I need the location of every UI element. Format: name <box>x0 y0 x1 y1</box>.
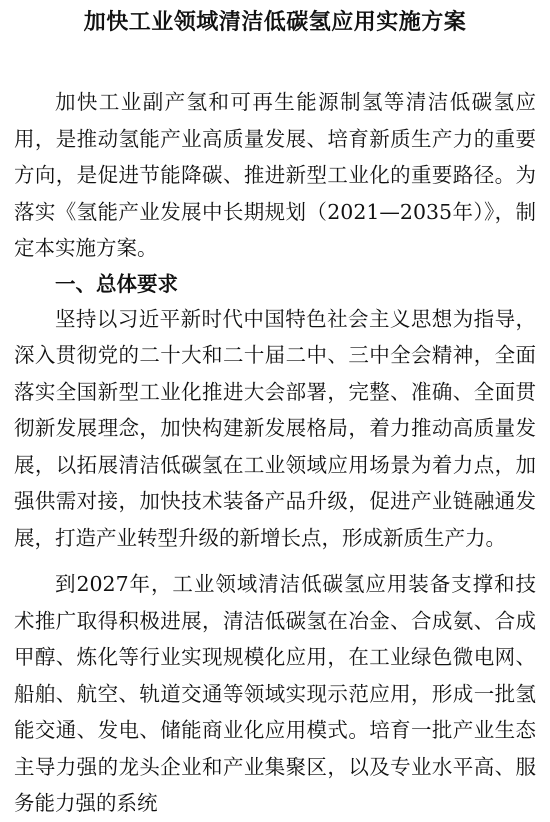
section1-paragraph-guiding: 坚持以习近平新时代中国特色社会主义思想为指导，深入贯彻党的二十大和二十届二中、三中全会精神，全面落实全国新型工业化推进大会部署，完整、准确、全面贯彻新发展理念，加快构建新发展格局，着力推动高质量发展，以拓展清洁低碳氢在工业领域应用场景为着力点，加强供需对接，加快技术装备产品升级，促进产业链融通发展，打造产业转型升级的新增长点，形成新质生产力。 <box>14 306 536 550</box>
intro-paragraph: 加快工业副产氢和可再生能源制氢等清洁低碳氢应用，是推动氢能产业高质量发展、培育新质生产力的重要方向，是促进节能降碳、推进新型工业化的重要路径。为落实《氢能产业发展中长期规划（2021—2035年）》，制定本实施方案。 <box>14 90 536 260</box>
section1-paragraph-targets: 到2027年，工业领域清洁低碳氢应用装备支撑和技术推广取得积极进展，清洁低碳氢在冶金、合成氨、合成甲醇、炼化等行业实现规模化应用，在工业绿色微电网、船舶、航空、轨道交通等领域实现示范应用，形成一批氢能交通、发电、储能商业化应用模式。培育一批产业生态主导力强的龙头企业和产业集聚区，以及专业水平高、服务能力强的系统 <box>14 572 536 815</box>
spacer <box>14 556 536 566</box>
section-heading-general-requirements: 一、总体要求 <box>55 271 178 296</box>
document-title: 加快工业领域清洁低碳氢应用实施方案 <box>83 10 467 35</box>
